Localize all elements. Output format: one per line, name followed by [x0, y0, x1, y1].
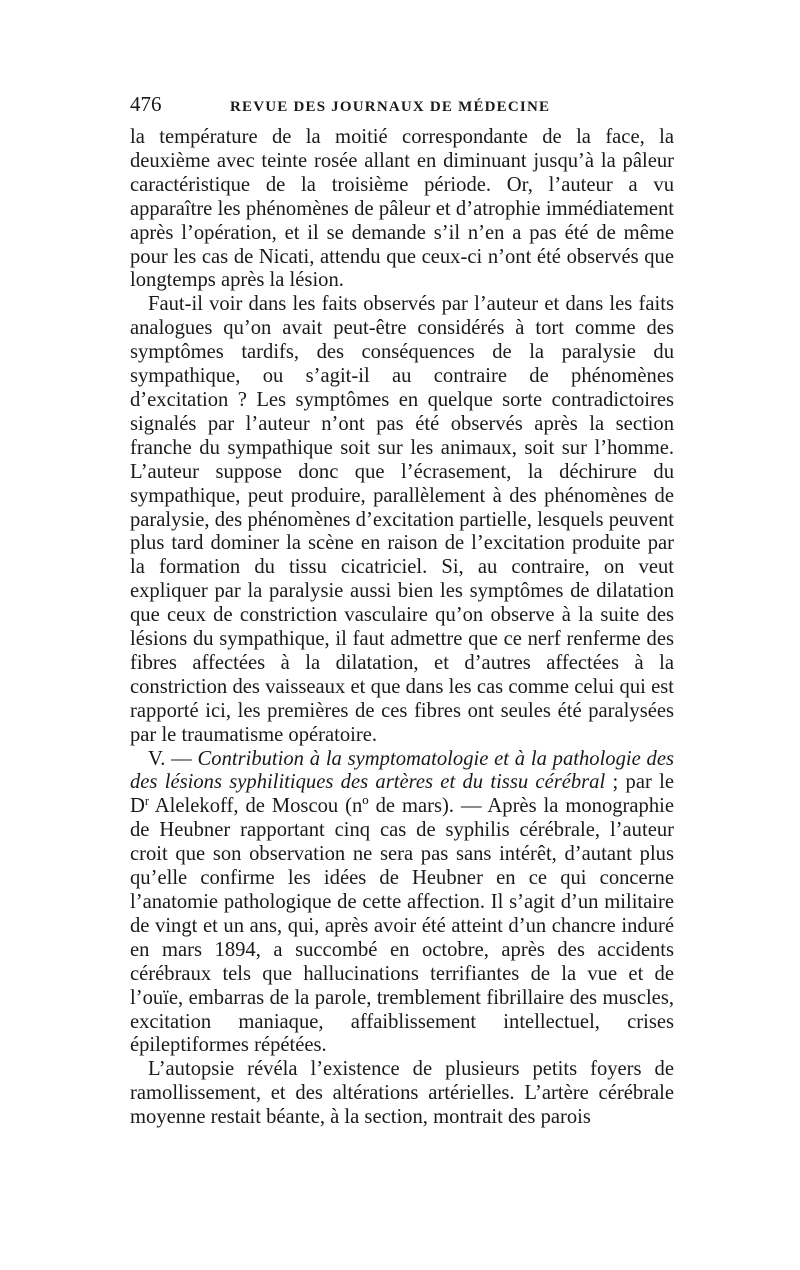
running-head [130, 92, 674, 122]
body-text [130, 126, 674, 1130]
byline-start: ; par le D [130, 771, 674, 818]
doctor-abbrev-sup: r [144, 794, 149, 809]
paragraph-3-text: Alelekoff, de Moscou (nº de mars). — Après la monographie de Heubner rapportant cinq cas de syphilis cérébrale, l’auteur croit que son observation ne sera pas sans intérêt, d’autant plus qu’elle confirme les idées de Heubner en ce qui concerne l’anatomie pathologique de cette affection. Il s’agit d’un militaire de vingt et un ans, qui, après avoir été atteint d’un chancre induré en mars 1894, a succombé en octobre, après des accidents cérébraux tels que hallucinations terrifiantes de la vue et de l’ouïe, embarras de la parole, tremblement fibrillaire des muscles, excitation maniaque, affaiblissement intellectuel, crises épileptiformes répétées. [130, 795, 674, 1057]
section-number: V. — [148, 747, 198, 770]
page-number: 476 [130, 92, 162, 116]
journal-page [130, 92, 674, 1130]
paragraph-3 [130, 748, 674, 1059]
article-title: Contribution à la symptomatologie et à la pathologie des des lésions syphilitiques des artères et du tissu cérébral [130, 747, 675, 794]
journal-title: REVUE DES JOURNAUX DE MÉDECINE [230, 99, 551, 115]
paragraph-4: L’autopsie révéla l’existence de plusieurs petits foyers de ramollissement, et des altérations artérielles. L’artère cérébrale moyenne restait béante, à la section, montrait des parois [130, 1058, 674, 1129]
paragraph-2: Faut-il voir dans les faits observés par l’auteur et dans les faits analogues qu’on avait peut-être considérés à tort comme des symptômes tardifs, des conséquences de la paralysie du sympathique, ou s’agit-il au contraire de phénomènes d’excitation ? Les symptômes en quelque sorte contradictoires signalés par l’auteur n’ont pas été observés après la section franche du sympathique soit sur les animaux, soit sur l’homme. L’auteur suppose donc que l’écrasement, la déchirure du sympathique, peut produire, parallèlement à des phénomènes de paralysie, des phénomènes d’excitation partielle, lesquels peuvent plus tard dominer la scène en raison de l’excitation produite par la formation du tissu cicatriciel. Si, au contraire, on veut expliquer par la paralysie aussi bien les symptômes de dilatation que ceux de constriction vasculaire qu’on observe à la suite des lésions du sympathique, il faut admettre que ce nerf renferme des fibres affectées à la dilatation, et d’autres affectées à la constriction des vaisseaux et que dans les cas comme celui qui est rapporté ici, les premières de ces fibres ont seules été paralysées par le traumatisme opératoire. [130, 293, 674, 746]
paragraph-1: la température de la moitié correspondante de la face, la deuxième avec teinte rosée allant en diminuant jusqu’à la pâleur caractéristique de la troisième période. Or, l’auteur a vu apparaître les phénomènes de pâleur et d’atrophie immédiatement après l’opération, et il se demande s’il n’en a pas été de même pour les cas de Nicati, attendu que ceux-ci n’ont été observés que longtemps après la lésion. [130, 126, 674, 292]
